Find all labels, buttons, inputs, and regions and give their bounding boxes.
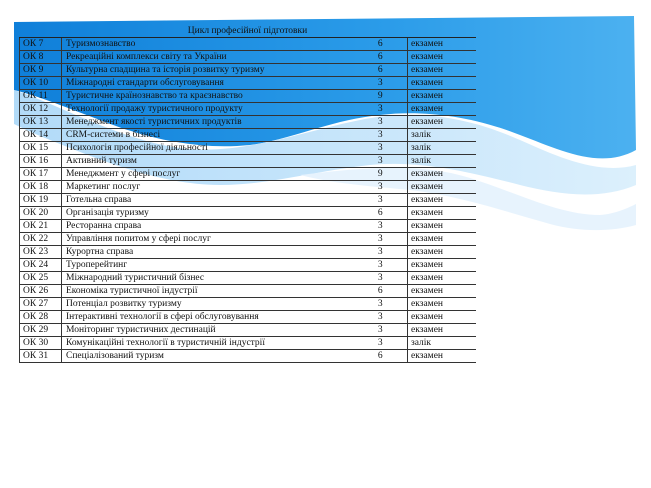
course-credits: 3 (354, 246, 408, 259)
course-name: CRM-системи в бізнесі (62, 129, 354, 142)
curriculum-table-wrapper (19, 25, 475, 363)
course-code: ОК 25 (20, 272, 62, 285)
course-credits: 6 (354, 285, 408, 298)
table-row (20, 129, 476, 142)
table-body (20, 38, 476, 363)
table-row (20, 90, 476, 103)
course-code: ОК 17 (20, 168, 62, 181)
course-name: Моніторинг туристичних дестинацій (62, 324, 354, 337)
table-row (20, 181, 476, 194)
course-name: Культурна спадщина та історія розвитку туризму (62, 64, 354, 77)
course-code: ОК 29 (20, 324, 62, 337)
table-row (20, 246, 476, 259)
course-credits: 6 (354, 51, 408, 64)
course-credits: 3 (354, 142, 408, 155)
course-name: Туристичне країнознавство та краєзнавство (62, 90, 354, 103)
course-credits: 3 (354, 298, 408, 311)
course-credits: 3 (354, 77, 408, 90)
table-row (20, 272, 476, 285)
course-name: Комунікаційні технології в туристичній індустрії (62, 337, 354, 350)
course-control: екзамен (408, 181, 476, 194)
table-row (20, 64, 476, 77)
course-name: Туризмознавство (62, 38, 354, 51)
table-row (20, 337, 476, 350)
course-name: Економіка туристичної індустрії (62, 285, 354, 298)
course-name: Менеджмент якості туристичних продуктів (62, 116, 354, 129)
course-credits: 3 (354, 233, 408, 246)
table-row (20, 142, 476, 155)
table-row (20, 311, 476, 324)
table-row (20, 38, 476, 51)
curriculum-table (19, 25, 476, 363)
course-control: екзамен (408, 272, 476, 285)
course-credits: 3 (354, 311, 408, 324)
course-credits: 3 (354, 272, 408, 285)
course-control: залік (408, 129, 476, 142)
table-row (20, 259, 476, 272)
table-row (20, 220, 476, 233)
course-credits: 3 (354, 129, 408, 142)
course-name: Готельна справа (62, 194, 354, 207)
course-name: Міжнародні стандарти обслуговування (62, 77, 354, 90)
course-code: ОК 24 (20, 259, 62, 272)
course-credits: 3 (354, 337, 408, 350)
course-credits: 6 (354, 350, 408, 363)
course-credits: 9 (354, 90, 408, 103)
course-name: Менеджмент у сфері послуг (62, 168, 354, 181)
course-code: ОК 16 (20, 155, 62, 168)
table-row (20, 116, 476, 129)
course-code: ОК 7 (20, 38, 62, 51)
course-code: ОК 22 (20, 233, 62, 246)
table-row (20, 233, 476, 246)
course-control: екзамен (408, 233, 476, 246)
course-name: Психологія професійної діяльності (62, 142, 354, 155)
table-row (20, 285, 476, 298)
course-name: Маркетинг послуг (62, 181, 354, 194)
course-control: залік (408, 142, 476, 155)
course-credits: 3 (354, 220, 408, 233)
course-code: ОК 27 (20, 298, 62, 311)
course-code: ОК 13 (20, 116, 62, 129)
table-row (20, 298, 476, 311)
course-control: екзамен (408, 77, 476, 90)
course-control: екзамен (408, 298, 476, 311)
course-code: ОК 26 (20, 285, 62, 298)
course-code: ОК 15 (20, 142, 62, 155)
course-name: Ресторанна справа (62, 220, 354, 233)
course-name: Управління попитом у сфері послуг (62, 233, 354, 246)
course-name: Курортна справа (62, 246, 354, 259)
course-credits: 3 (354, 155, 408, 168)
table-row (20, 324, 476, 337)
course-control: екзамен (408, 220, 476, 233)
course-code: ОК 10 (20, 77, 62, 90)
table-row (20, 168, 476, 181)
course-credits: 6 (354, 64, 408, 77)
course-control: екзамен (408, 207, 476, 220)
course-credits: 3 (354, 103, 408, 116)
course-name: Спеціалізований туризм (62, 350, 354, 363)
table-title: Цикл професійної підготовки (20, 25, 476, 38)
course-control: екзамен (408, 103, 476, 116)
course-code: ОК 11 (20, 90, 62, 103)
course-control: екзамен (408, 51, 476, 64)
course-name: Активний туризм (62, 155, 354, 168)
course-code: ОК 18 (20, 181, 62, 194)
course-code: ОК 12 (20, 103, 62, 116)
course-control: екзамен (408, 311, 476, 324)
course-code: ОК 30 (20, 337, 62, 350)
course-credits: 6 (354, 38, 408, 51)
course-credits: 3 (354, 181, 408, 194)
course-control: залік (408, 155, 476, 168)
course-name: Організація туризму (62, 207, 354, 220)
course-code: ОК 19 (20, 194, 62, 207)
course-code: ОК 8 (20, 51, 62, 64)
course-code: ОК 31 (20, 350, 62, 363)
table-row (20, 77, 476, 90)
course-code: ОК 20 (20, 207, 62, 220)
table-row (20, 155, 476, 168)
course-name: Рекреаційні комплекси світу та України (62, 51, 354, 64)
course-control: екзамен (408, 285, 476, 298)
course-control: екзамен (408, 90, 476, 103)
course-control: залік (408, 337, 476, 350)
course-credits: 6 (354, 207, 408, 220)
table-row (20, 207, 476, 220)
course-control: екзамен (408, 168, 476, 181)
course-credits: 3 (354, 116, 408, 129)
course-control: екзамен (408, 38, 476, 51)
course-code: ОК 23 (20, 246, 62, 259)
course-name: Інтерактивні технології в сфері обслуговування (62, 311, 354, 324)
table-row (20, 103, 476, 116)
course-name: Міжнародний туристичний бізнес (62, 272, 354, 285)
table-row (20, 350, 476, 363)
course-control: екзамен (408, 350, 476, 363)
course-code: ОК 21 (20, 220, 62, 233)
course-control: екзамен (408, 246, 476, 259)
course-control: екзамен (408, 116, 476, 129)
course-name: Туроперейтинг (62, 259, 354, 272)
course-control: екзамен (408, 324, 476, 337)
course-control: екзамен (408, 194, 476, 207)
course-credits: 3 (354, 324, 408, 337)
course-control: екзамен (408, 64, 476, 77)
course-code: ОК 14 (20, 129, 62, 142)
course-name: Потенціал розвитку туризму (62, 298, 354, 311)
table-row (20, 194, 476, 207)
course-credits: 3 (354, 194, 408, 207)
course-credits: 9 (354, 168, 408, 181)
course-credits: 3 (354, 259, 408, 272)
course-code: ОК 9 (20, 64, 62, 77)
course-control: екзамен (408, 259, 476, 272)
course-code: ОК 28 (20, 311, 62, 324)
table-row (20, 51, 476, 64)
course-name: Технології продажу туристичного продукту (62, 103, 354, 116)
